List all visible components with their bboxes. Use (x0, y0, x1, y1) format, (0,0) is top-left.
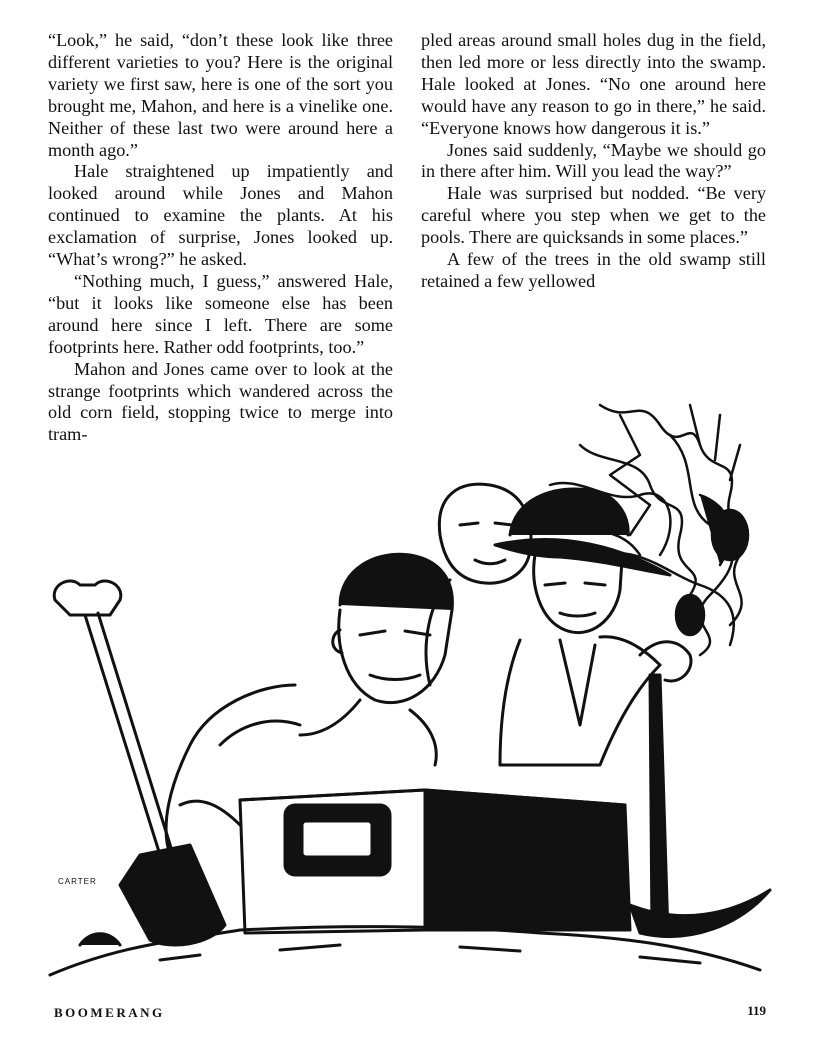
text-column-left (48, 30, 393, 446)
pickaxe (630, 675, 770, 936)
paragraph: “Nothing much, I guess,” answered Hale, “but it looks like someone else has been around here since I left. There are some footprints here. Rather odd footprints, too.” (48, 270, 393, 357)
paragraph: Mahon and Jones came over to look at the strange footprints which wandered across the old corn field, stopping twice to merge into tram- (48, 358, 393, 445)
paragraph: Jones said suddenly, “Maybe we should go in there after him. Will you lead the way?” (421, 139, 766, 182)
paragraph: Hale straightened up impatiently and looked around while Jones and Mahon continued to examine the plants. At his exclamation of surprise, Jones looked up. “What’s wrong?” he asked. (48, 161, 393, 270)
publication-title: BOOMERANG (54, 1005, 165, 1020)
paragraph: “Look,” he said, “don’t these look like three different varieties to you? Here is the original variety we first saw, here is one of the sort you brought me, Mahon, and here is a vinelike one. Neither of these last two were around here a month ago.” (48, 30, 393, 160)
illustrator-signature: CARTER (58, 877, 97, 886)
page-number: 119 (747, 1003, 766, 1018)
metal-box (240, 790, 630, 933)
paragraph: Hale was surprised but nodded. “Be very careful where you step when we get to the pools. There are quicksands in some places.” (421, 183, 766, 248)
text-column-right (421, 30, 766, 293)
story-illustration (40, 385, 780, 985)
paragraph: pled areas around small holes dug in the field, then led more or less directly into the swamp. Hale looked at Jones. “No one around here would have any reason to go in there,” he said. “Everyone knows how dangerous it is.” (421, 30, 766, 138)
shovel (54, 581, 225, 945)
paragraph: A few of the trees in the old swamp still retained a few yellowed (421, 249, 766, 291)
